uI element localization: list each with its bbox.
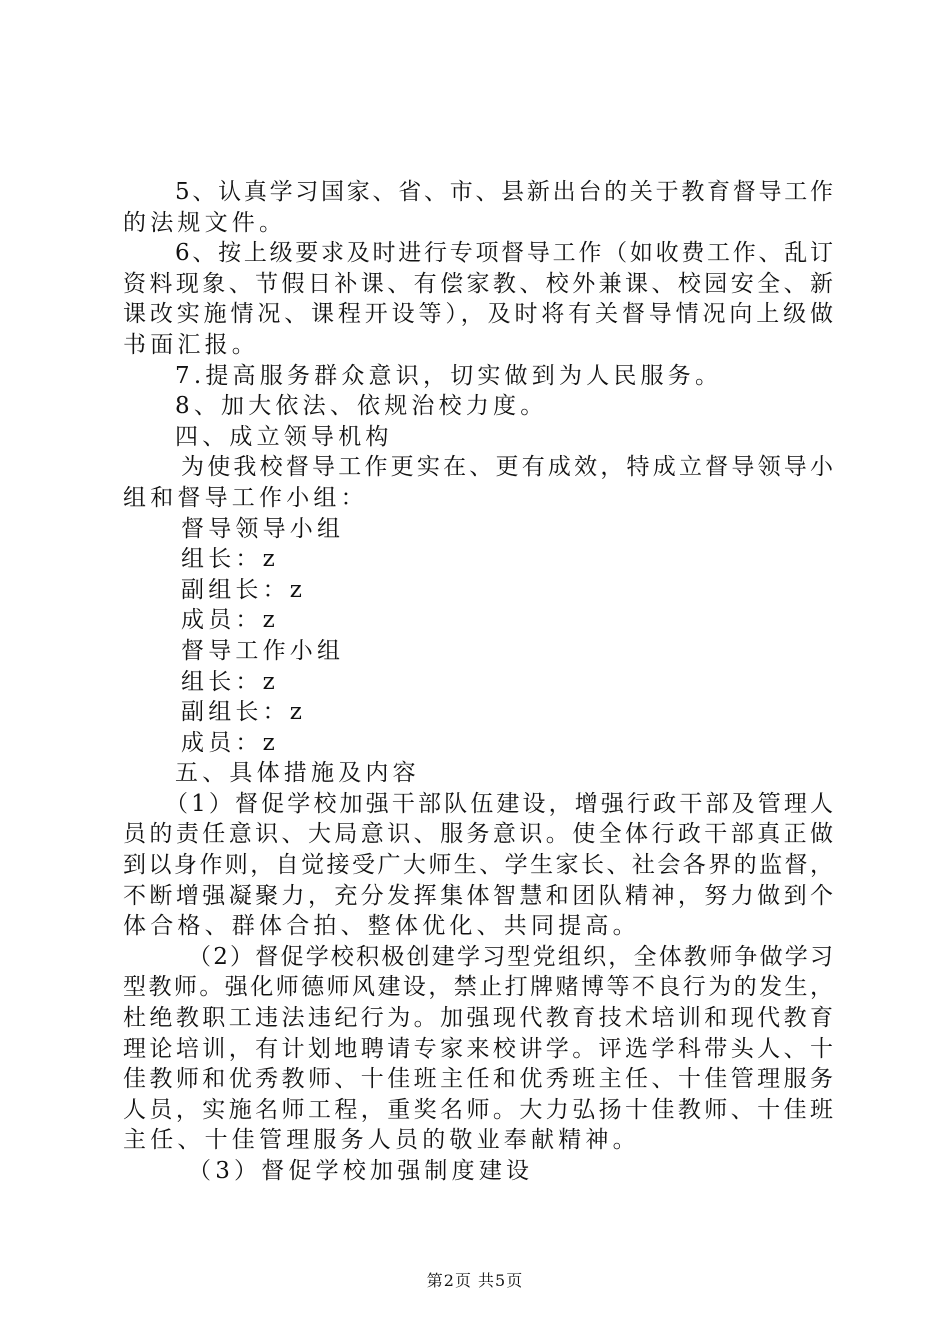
text-line: 为使我校督导工作更实在、更有成效，特成立督导领导小 [181,454,833,481]
member-line: 组长：z [181,668,279,695]
text-line: 人员，实施名师工程，重奖名师。大力弘扬十佳教师、十佳班 [123,1096,833,1123]
text-line: 杜绝教职工违法违纪行为。加强现代教育技术培训和现代教育 [123,1005,833,1032]
document-body [123,177,833,1187]
text-line: 员的责任意识、大局意识、服务意识。使全体行政干部真正做 [123,821,833,848]
text-line: （3）督促学校加强制度建设 [188,1158,534,1184]
text-line: 不断增强凝聚力，充分发挥集体智慧和团队精神，努力做到个 [123,882,833,909]
page-number: 第2页 共5页 [426,1271,524,1290]
text-line: 6、按上级要求及时进行专项督导工作（如收费工作、乱订 [175,240,833,267]
group-title: 督导领导小组 [181,515,345,542]
member-line: 副组长：z [181,576,307,603]
member-line: 成员：z [181,729,279,756]
text-line: 到以身作则，自觉接受广大师生、学生家长、社会各界的监督， [123,852,833,879]
text-line: 书面汇报。 [123,331,259,358]
text-line: 体合格、群体合拍、整体优化、共同提高。 [123,913,640,940]
text-line: 型教师。强化师德师风建设，禁止打牌赌博等不良行为的发生， [123,974,833,1001]
text-line: 资料现象、节假日补课、有偿家教、校外兼课、校园安全、新 [123,270,833,297]
text-line: 佳教师和优秀教师、十佳班主任和优秀班主任、十佳管理服务 [123,1066,833,1093]
member-line: 副组长：z [181,699,307,726]
text-line: （2）督促学校积极创建学习型党组织，全体教师争做学习 [188,943,833,970]
text-line: 主任、十佳管理服务人员的敬业奉献精神。 [123,1127,640,1154]
text-line: 8、加大依法、依规治校力度。 [175,393,548,420]
text-line: 7.提高服务群众意识，切实做到为人民服务。 [175,362,723,389]
member-line: 组长：z [181,546,279,573]
text-line: 课改实施情况、课程开设等），及时将有关督导情况向上级做 [123,301,833,328]
text-line: 5、认真学习国家、省、市、县新出台的关于教育督导工作 [175,179,833,205]
group-title: 督导工作小组 [181,637,345,664]
text-line: 的法规文件。 [123,209,287,236]
text-line: 组和督导工作小组： [123,484,368,511]
section-heading: 四、成立领导机构 [175,423,393,450]
section-heading: 五、具体措施及内容 [175,760,420,787]
text-line: 理论培训，有计划地聘请专家来校讲学。评选学科带头人、十 [123,1035,833,1062]
member-line: 成员：z [181,607,279,634]
text-line: （1）督促学校加强干部队伍建设，增强行政干部及管理人 [165,790,833,817]
